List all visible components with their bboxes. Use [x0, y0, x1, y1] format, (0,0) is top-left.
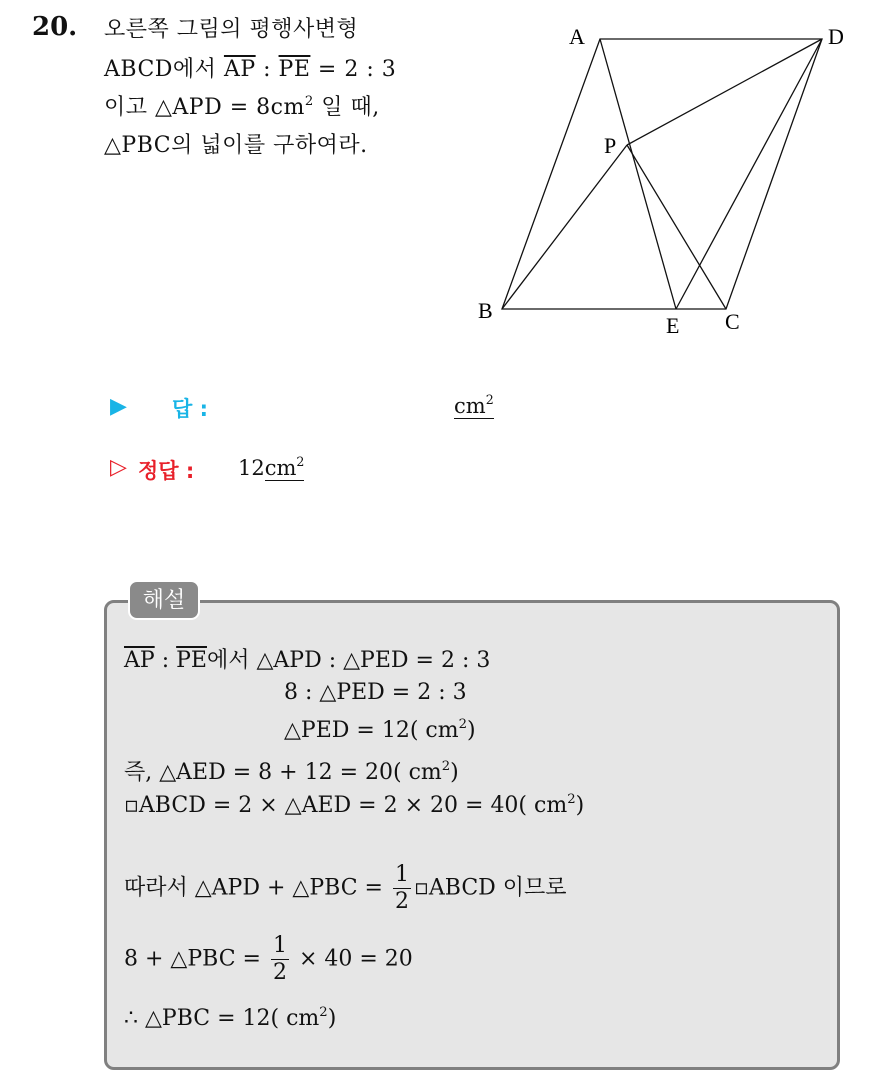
label-p: P: [604, 133, 617, 158]
question-text: ABCD에서: [104, 57, 224, 82]
segment-ap: $\overline{AP}$: [223, 57, 256, 82]
solution-line-8: [124, 1006, 336, 1031]
solution-text: ): [466, 718, 476, 743]
key-label: 정답 :: [138, 459, 195, 483]
answer-marker-icon: ▶: [110, 394, 127, 419]
solution-text: ): [450, 760, 459, 785]
question-line-4: [104, 128, 368, 159]
solution-text: 따라서 △APD + △PBC =: [124, 875, 390, 901]
solution-text: 즉, △AED = 8 + 12 = 20( cm: [124, 760, 442, 785]
unit-exponent: 2: [304, 93, 314, 109]
unit-cm: cm: [270, 95, 305, 120]
segment-ed: [676, 39, 822, 309]
key-answer: [238, 456, 304, 480]
solution-text: ): [575, 793, 585, 818]
solution-text: × 40 = 20: [291, 946, 413, 972]
key-unit-text: cm: [264, 456, 297, 480]
key-marker-icon: ▷: [110, 455, 127, 480]
solution-text: ): [327, 1006, 337, 1031]
question-line-1: [104, 12, 358, 43]
fraction-denominator: 2: [394, 889, 409, 914]
answer-unit-exponent: 2: [485, 392, 494, 408]
question-text: :: [255, 57, 279, 82]
label-d: D: [828, 24, 844, 49]
fraction-numerator: 1: [394, 862, 409, 887]
unit-exponent: 2: [319, 1004, 328, 1020]
answer-unit-text: cm: [454, 394, 486, 418]
solution-text: △PED = 12( cm: [284, 718, 459, 743]
solution-text: ▫ABCD = 2 × △AED = 2 × 20 = 40( cm: [124, 793, 568, 818]
fraction-denominator: 2: [272, 960, 287, 985]
fraction-half: [393, 862, 411, 915]
question-line-2: [104, 52, 396, 83]
figure-lines: [502, 39, 822, 309]
solution-text: 에서 △APD : △PED = 2 : 3: [206, 648, 491, 673]
question-text: △PBC의 넓이를 구하여라.: [104, 133, 368, 158]
parallelogram-figure: [470, 10, 870, 350]
segment-pe: $\overline{PE}$: [176, 648, 207, 673]
unit-exponent: 2: [441, 758, 451, 774]
solution-line-5: [124, 793, 584, 818]
solution-text: ▫ABCD 이므로: [413, 875, 567, 901]
unit-exponent: 2: [567, 791, 576, 807]
segment-ap: $\overline{AP}$: [124, 648, 155, 673]
answer-label: 답 :: [172, 397, 208, 421]
solution-text: 8 + △PBC =: [124, 946, 268, 972]
solution-text: ∴ △PBC = 12( cm: [124, 1006, 320, 1031]
key-unit-exponent: 2: [296, 454, 305, 470]
fraction-numerator: 1: [272, 933, 287, 958]
solution-line-7: [124, 933, 413, 986]
label-b: B: [478, 298, 493, 323]
question-text: 오른쪽 그림의 평행사변형: [104, 17, 359, 42]
question-text: 일 때,: [313, 95, 380, 120]
question-text: = 2 : 3: [310, 57, 397, 82]
solution-line-3: [284, 718, 476, 743]
solution-line-2: 8 : △PED = 2 : 3: [284, 680, 467, 705]
label-c: C: [725, 309, 740, 334]
fraction-half: [271, 933, 289, 986]
label-a: A: [569, 24, 585, 49]
key-value-number: 12: [238, 456, 265, 480]
key-unit: [265, 456, 305, 481]
solution-text: :: [154, 648, 177, 673]
solution-line-1: [124, 643, 490, 674]
segment-pb: [502, 145, 627, 309]
question-line-3: [104, 90, 380, 121]
answer-unit: [454, 394, 494, 419]
solution-line-4: [124, 755, 459, 786]
question-number: 20.: [32, 12, 78, 42]
segment-ae: [600, 39, 676, 309]
solution-line-6: [124, 862, 567, 915]
label-e: E: [666, 313, 680, 338]
question-text: 이고 △APD = 8: [104, 95, 271, 120]
unit-exponent: 2: [458, 716, 467, 732]
segment-pe: $\overline{PE}$: [278, 57, 311, 82]
solution-tag: 해설: [128, 580, 200, 620]
segment-pc: [627, 145, 726, 309]
parallelogram-abcd: [502, 39, 822, 309]
